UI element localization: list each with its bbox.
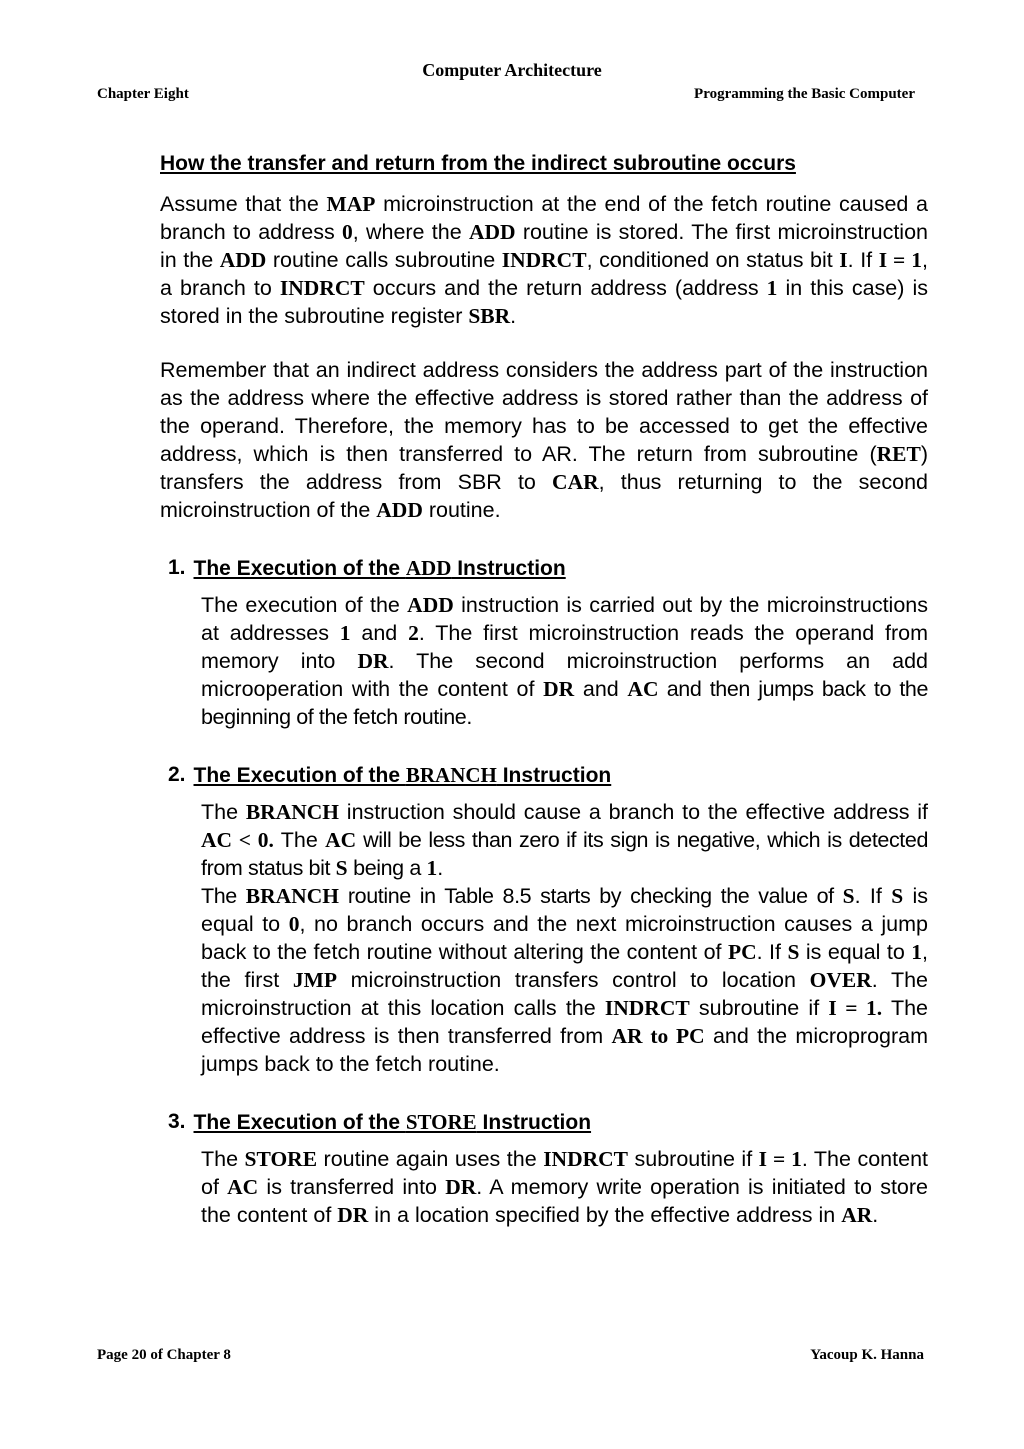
section-heading: How the transfer and return from the indirect subroutine occurs (160, 152, 796, 175)
document-title: Computer Architecture (422, 60, 602, 80)
paragraph-transfer: Assume that the MAP microinstruction at the end of the fetch routine caused a branch to address 0, where the ADD routine is stored. The first microinstruction in the ADD routine calls subroutine INDRCT, conditioned on status bit I. If I = 1, a branch to INDRCT occurs and the return address (address 1 in this case) is stored in the subroutine register SBR. (160, 192, 929, 328)
paragraph-branch-routine: The BRANCH routine in Table 8.5 starts by checking the value of S. If S is equal to 0, no branch occurs and the next microinstruction causes a jump back to the fetch routine without altering the content of PC. If S is equal to 1, the first JMP microinstruction transfers control to location OVER. The microinstruction at this location calls the INDRCT subroutine if I = 1. The effective address is then transferred from AR to PC and the microprogram jumps back to the fetch routine. (201, 884, 929, 1076)
paragraph-store-execution: The STORE routine again uses the INDRCT subroutine if I = 1. The content of AC is transferred into DR. A memory write operation is initiated to store the content of DR in a location specified by the effective address in AR. (201, 1147, 929, 1227)
author-name: Yacoup K. Hanna (810, 1347, 924, 1363)
term-map: MAP (326, 192, 376, 216)
paragraph-branch-intro: The BRANCH instruction should cause a branch to the effective address if AC < 0. The AC will be less than zero if its sign is negative, which is detected from status bit S being a 1. (201, 800, 928, 880)
section-3-heading: 3. The Execution of the STORE Instruction (168, 1110, 592, 1134)
section-1-body (201, 591, 928, 731)
section-1-heading: 1. The Execution of the ADD Instruction (168, 556, 566, 580)
main-content (160, 150, 928, 1229)
topic-label: Programming the Basic Computer (694, 86, 915, 102)
paragraph-indirect-address: Remember that an indirect address considers the address part of the instruction as the address where the effective address is stored rather than the address of the operand. Therefore, the memory has to be accessed to get the effective address, which is then transferred to AR. The return from subroutine (RET) transfers the address from SBR to CAR, thus returning to the second microinstruction of the ADD routine. (160, 358, 928, 522)
paragraph-add-execution: The execution of the ADD instruction is carried out by the microinstructions at addresses 1 and 2. The first microinstruction reads the operand from memory into DR. The second microinstruction performs an add microoperation with the content of DR and AC and then jumps back to the beginning of the fetch routine. (201, 593, 929, 729)
chapter-label: Chapter Eight (97, 86, 189, 102)
page-number: Page 20 of Chapter 8 (97, 1347, 231, 1363)
section-3-body (201, 1145, 928, 1229)
section-2-body (201, 798, 928, 1078)
section-2-heading: 2. The Execution of the BRANCH Instruction (168, 763, 612, 787)
